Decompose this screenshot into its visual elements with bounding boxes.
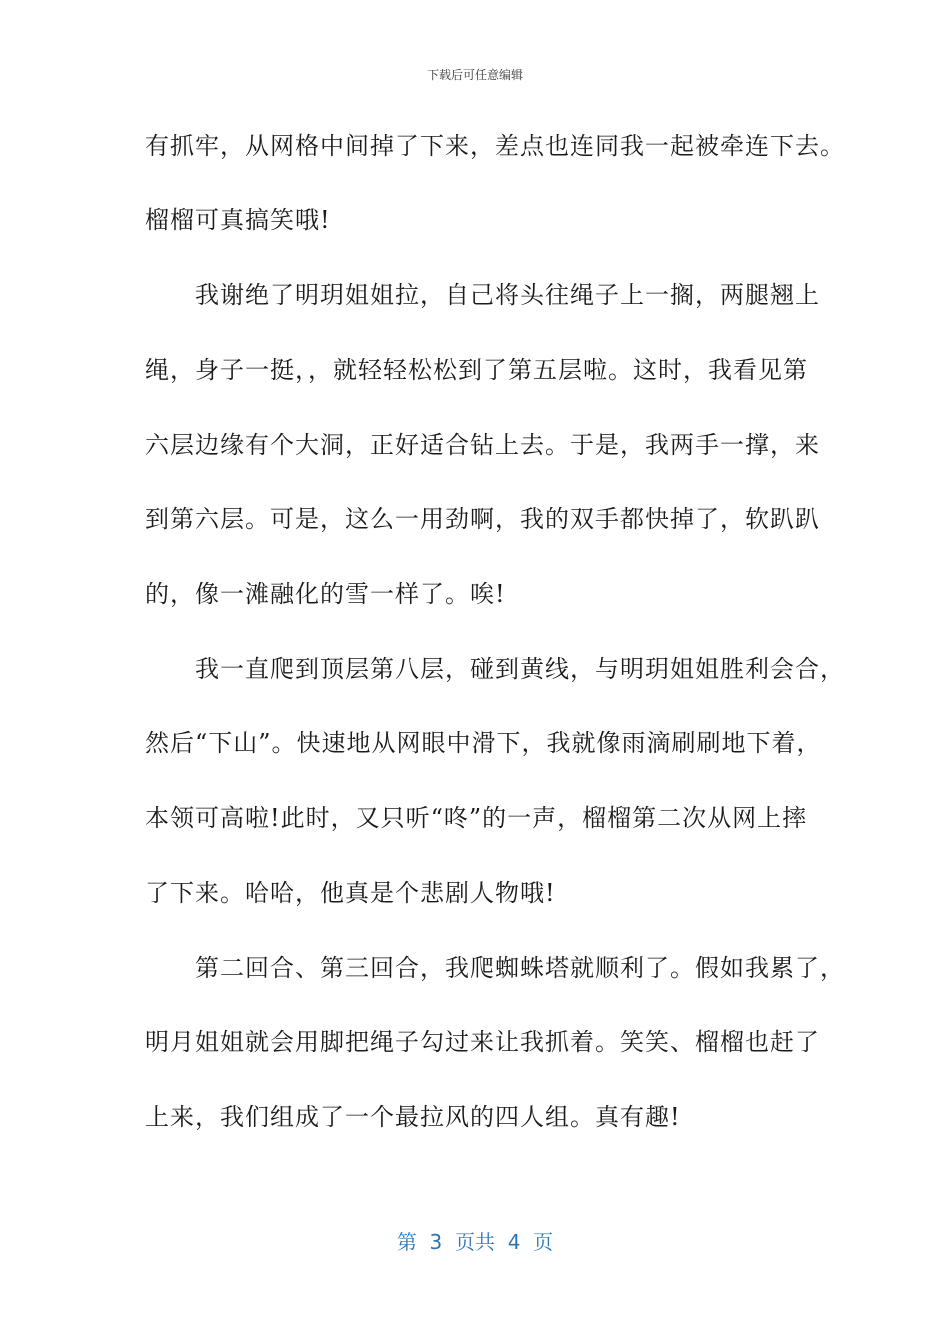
page-header-note: 下载后可任意编辑 <box>426 68 523 82</box>
text-line: 绳，身子一挺，，就轻轻松松到了第五层啦。这时，我看见第 <box>145 356 808 384</box>
text-line: 我谢绝了明玥姐姐拉，自己将头往绳子上一搁，两腿翘上 <box>145 281 820 309</box>
text-line: 第二回合、第三回合，我爬蜘蛛塔就顺利了。假如我累了， <box>145 954 845 982</box>
text-line: 到第六层。可是，这么一用劲啊，我的双手都快掉了，软趴趴 <box>145 505 820 533</box>
text-line: 了下来。哈哈，他真是个悲剧人物哦! <box>145 879 556 907</box>
text-line: 上来，我们组成了一个最拉风的四人组。真有趣! <box>145 1103 681 1131</box>
text-line: 的，像一滩融化的雪一样了。唉! <box>145 580 506 608</box>
text-line: 我一直爬到顶层第八层，碰到黄线，与明玥姐姐胜利会合， <box>145 655 845 683</box>
text-line: 六层边缘有个大洞，正好适合钻上去。于是，我两手一撑，来 <box>145 431 820 459</box>
text-line: 明月姐姐就会用脚把绳子勾过来让我抓着。笑笑、榴榴也赶了 <box>145 1028 820 1056</box>
text-line: 然后“下山”。快速地从网眼中滑下，我就像雨滴刷刷地下着， <box>145 729 822 757</box>
page-number-footer: 第 3 页共 4 页 <box>396 1230 554 1254</box>
text-line: 榴榴可真搞笑哦! <box>145 206 331 234</box>
text-line: 本领可高啦!此时，又只听“咚”的一声，榴榴第二次从网上摔 <box>145 804 808 832</box>
text-line: 有抓牢，从网格中间掉了下来，差点也连同我一起被牵连下去。 <box>145 132 845 160</box>
